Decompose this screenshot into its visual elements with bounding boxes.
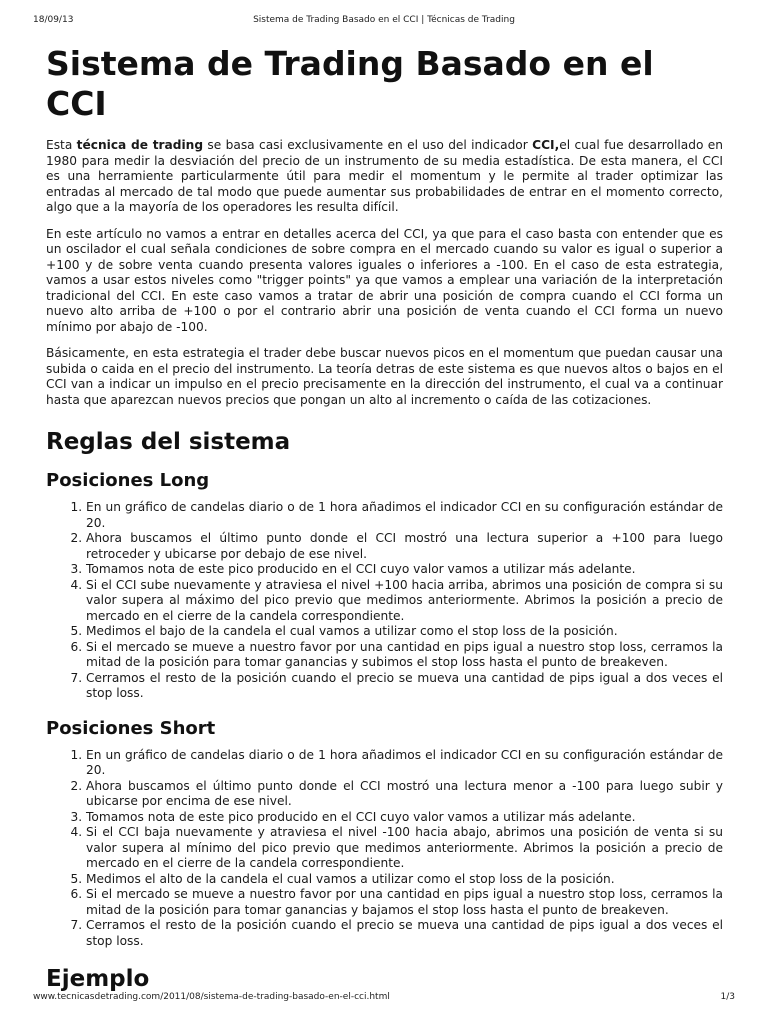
list-item: 2. Ahora buscamos el último punto donde el CCI mostró una lectura superior a +100 para luego retroceder y ubicarse por debajo de ese nivel. [86, 531, 723, 562]
list-item: 4. Si el CCI sube nuevamente y atraviesa el nivel +100 hacia arriba, abrimos una posición de compra si su valor supera al máximo del pico previo que medimos anteriormente. Abrimos la posición a precio de mercado en el cierre de la candela correspondiente. [86, 578, 723, 625]
page-url: www.tecnicasdetrading.com/2011/08/sistema-de-trading-basado-en-el-cci.html [33, 992, 390, 1002]
technique-link-text: técnica de trading [76, 138, 204, 152]
page-number: 1/3 [720, 992, 735, 1002]
cci-bold-text: CCI, [532, 138, 560, 152]
print-date: 18/09/13 [33, 15, 74, 25]
list-item: 5. Medimos el alto de la candela el cual vamos a utilizar como el stop loss de la posición. [86, 872, 723, 888]
example-heading: Ejemplo [46, 966, 150, 992]
short-rules-list [46, 748, 723, 950]
list-item: 6. Si el mercado se mueve a nuestro favor por una cantidad en pips igual a nuestro stop loss, cerramos la mitad de la posición para tomar ganancias y bajamos el stop loss hasta el punto de breakeven. [86, 887, 723, 918]
list-item: 1. En un gráfico de candelas diario o de 1 hora añadimos el indicador CCI en su configuración estándar de 20. [86, 748, 723, 779]
list-item: 7. Cerramos el resto de la posición cuando el precio se mueva una cantidad de pips igual a dos veces el stop loss. [86, 671, 723, 702]
long-positions-heading: Posiciones Long [46, 470, 210, 491]
print-footer [33, 992, 735, 1004]
list-item: 4. Si el CCI baja nuevamente y atraviesa el nivel -100 hacia abajo, abrimos una posición de venta si su valor supera al mínimo del pico previo que medimos anteriormente. Abrimos la posición a precio de mercado en el cierre de la candela correspondiente. [86, 825, 723, 872]
list-item: 7. Cerramos el resto de la posición cuando el precio se mueva una cantidad de pips igual a dos veces el stop loss. [86, 918, 723, 949]
list-item: 5. Medimos el bajo de la candela el cual vamos a utilizar como el stop loss de la posición. [86, 624, 723, 640]
intro-paragraph-3: Básicamente, en esta estrategia el trader debe buscar nuevos picos en el momentum que puedan causar una subida o caida en el precio del instrumento. La teoría detras de este sistema es que nuevos altos o bajos en el CCI van a indicar un impulso en el precio precisamente en la dirección del instrumento, el cual va a continuar hasta que aparezcan nuevos precios que pongan un alto al incremento o caída de las cotizaciones. [46, 346, 723, 407]
print-header [33, 15, 735, 27]
list-item: 3. Tomamos nota de este pico producido en el CCI cuyo valor vamos a utilizar más adelante. [86, 810, 723, 826]
article-title: Sistema de Trading Basado en el CCI [46, 44, 654, 123]
article [46, 44, 723, 1006]
intro-paragraph-1 [46, 138, 723, 216]
intro-p1-text-2: se basa casi exclusivamente en el uso del indicador [203, 138, 533, 152]
intro-p1-text-3: el cual fue desarrollado en 1980 para medir la desviación del precio de un instrumento de su media estadística. De esta manera, el CCI es una herramiente particularmente útil para medir el momentum y le permite al trader optimizar las entradas al mercado de tal modo que puede aumentar sus probabilidades de entrar en el momento correcto, algo que a la mayoría de los operadores les resulta difícil. [46, 138, 723, 214]
list-item: 3. Tomamos nota de este pico producido en el CCI cuyo valor vamos a utilizar más adelante. [86, 562, 723, 578]
list-item: 1. En un gráfico de candelas diario o de 1 hora añadimos el indicador CCI en su configuración estándar de 20. [86, 500, 723, 531]
print-page-title: Sistema de Trading Basado en el CCI | Técnicas de Trading [253, 15, 515, 25]
list-item: 2. Ahora buscamos el último punto donde el CCI mostró una lectura menor a -100 para luego subir y ubicarse por encima de ese nivel. [86, 779, 723, 810]
intro-p1-text-1: Esta [46, 138, 77, 152]
list-item: 6. Si el mercado se mueve a nuestro favor por una cantidad en pips igual a nuestro stop loss, cerramos la mitad de la posición para tomar ganancias y subimos el stop loss hasta el punto de breakeven. [86, 640, 723, 671]
intro-paragraph-2: En este artículo no vamos a entrar en detalles acerca del CCI, ya que para el caso basta con entender que es un oscilador el cual señala condiciones de sobre compra en el mercado cuando su valor es igual o superior a +100 y de sobre venta cuando presenta valores iguales o inferiores a -100. En el caso de esta estrategia, vamos a usar estos niveles como "trigger points" ya que vamos a emplear una variación de la interpretación tradicional del CCI. En este caso vamos a tratar de abrir una posición de compra cuando el CCI forma un nuevo alto arriba de +100 o por el contrario abrir una posición de venta cuando el CCI forma un nuevo mínimo por abajo de -100. [46, 226, 723, 334]
rules-heading: Reglas del sistema [46, 429, 291, 455]
long-rules-list [46, 500, 723, 702]
short-positions-heading: Posiciones Short [46, 717, 216, 739]
